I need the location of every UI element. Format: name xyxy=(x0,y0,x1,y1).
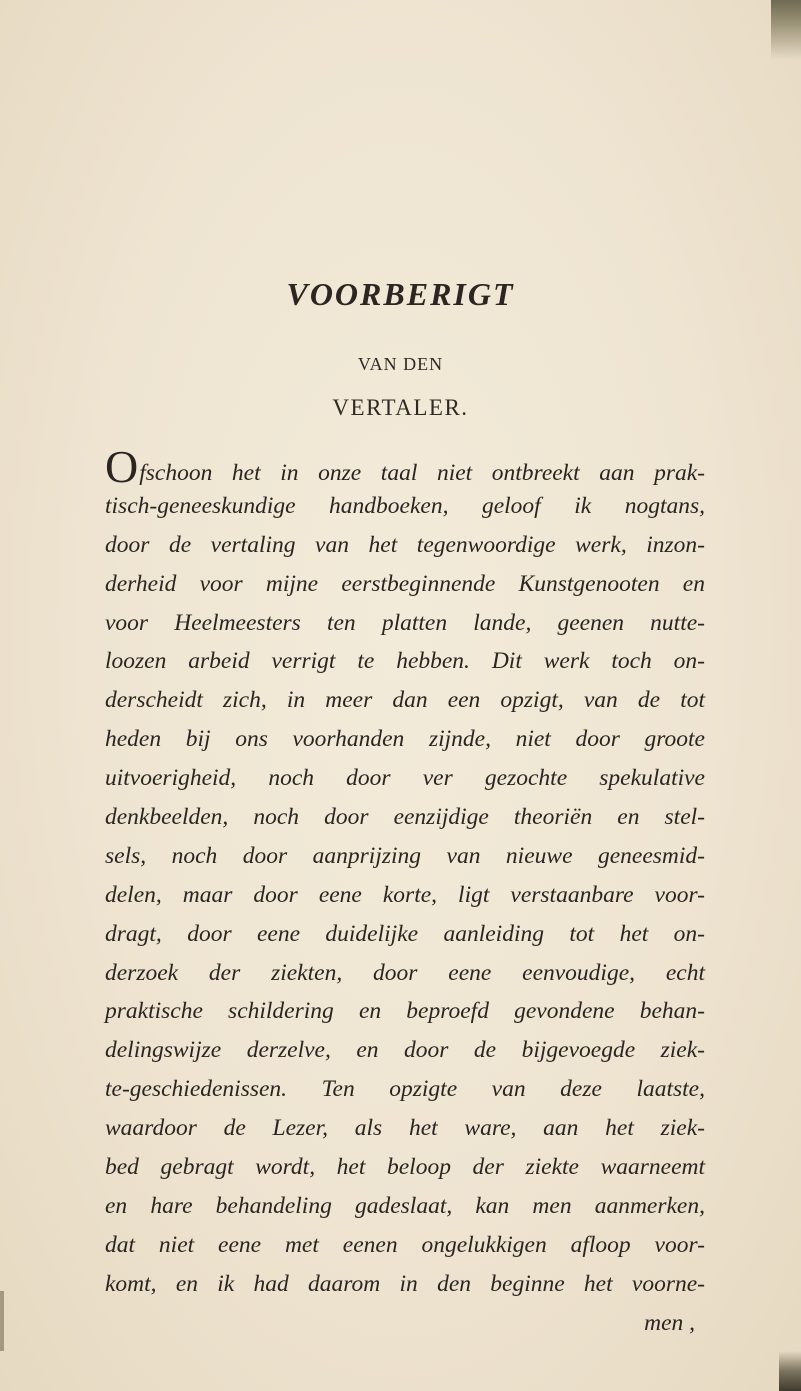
text-line: derscheidt zich, in meer dan een opzigt, van de tot xyxy=(105,687,705,714)
text-line-content: fschoon het in onze taal niet ontbreekt aan prak- xyxy=(139,460,705,486)
page-edge-stain-bottom-right xyxy=(779,1351,801,1391)
text-line: dat niet eene met eenen ongelukkigen afloop voor- xyxy=(105,1231,705,1258)
text-line: derzoek der ziekten, door eene eenvoudige, echt xyxy=(105,959,705,986)
body-paragraph xyxy=(105,441,705,1342)
page-subtitle-translator: VERTALER. xyxy=(332,395,469,420)
page-edge-stain-bottom-left xyxy=(0,1291,4,1351)
text-line: denkbeelden, noch door eenzijdige theoriën en stel- xyxy=(105,804,705,831)
text-line: derheid voor mijne eerstbeginnende Kunstgenooten en xyxy=(105,570,705,597)
text-line: te-geschiedenissen. Ten opzigte van deze laatste, xyxy=(105,1076,705,1103)
text-line xyxy=(105,441,705,492)
page-title: VOORBERIGT xyxy=(286,276,515,312)
text-line: praktische schildering en beproefd gevondene behan- xyxy=(105,998,705,1025)
text-line: heden bij ons voorhanden zijnde, niet door groote xyxy=(105,726,705,753)
text-line: door de vertaling van het tegenwoordige werk, inzon- xyxy=(105,531,705,558)
text-line: sels, noch door aanprijzing van nieuwe geneesmid- xyxy=(105,842,705,869)
text-line: delingswijze derzelve, en door de bijgevoegde ziek- xyxy=(105,1037,705,1064)
page-edge-stain-top-right xyxy=(771,0,801,60)
text-line: tisch-geneeskundige handboeken, geloof ik nogtans, xyxy=(105,492,705,519)
drop-cap: O xyxy=(105,441,139,492)
catchword: men , xyxy=(644,1309,695,1336)
text-line: en hare behandeling gadeslaat, kan men aanmerken, xyxy=(105,1192,705,1219)
text-line: loozen arbeid verrigt te hebben. Dit werk toch on- xyxy=(105,648,705,675)
text-line: dragt, door eene duidelijke aanleiding tot het on- xyxy=(105,920,705,947)
text-line: uitvoerigheid, noch door ver gezochte spekulative xyxy=(105,765,705,792)
text-line: waardoor de Lezer, als het ware, aan het ziek- xyxy=(105,1115,705,1142)
page-subtitle: VAN DEN xyxy=(357,354,444,374)
text-line: delen, maar door eene korte, ligt verstaanbare voor- xyxy=(105,881,705,908)
text-line: voor Heelmeesters ten platten lande, geenen nutte- xyxy=(105,609,705,636)
text-line: komt, en ik had daarom in den beginne het voorne- xyxy=(105,1270,705,1297)
text-line: bed gebragt wordt, het beloop der ziekte waarneemt xyxy=(105,1154,705,1181)
